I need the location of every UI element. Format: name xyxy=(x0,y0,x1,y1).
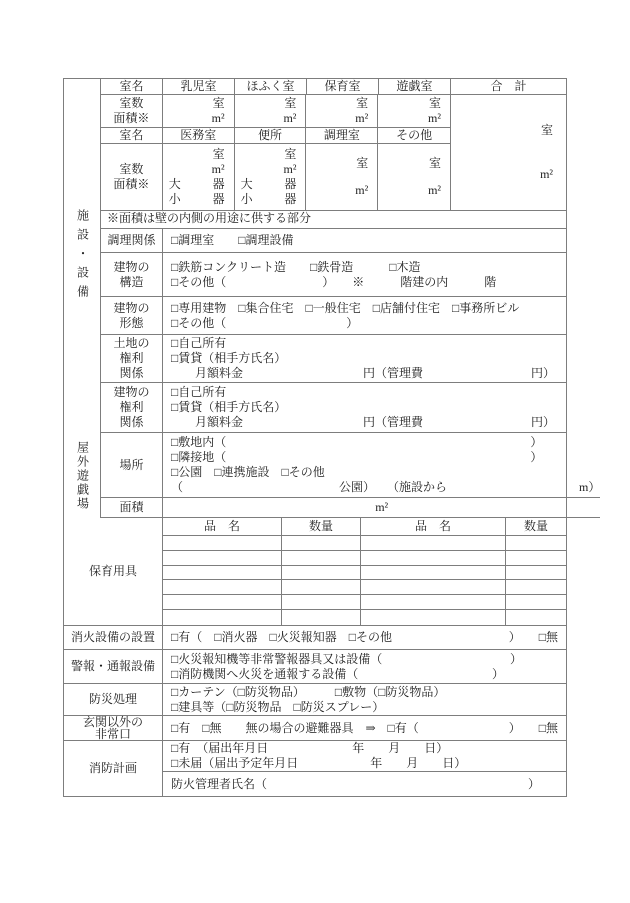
building-rent-checkbox: □賃貸（相手方氏名） xyxy=(171,400,287,414)
room-count-row-1 xyxy=(101,95,450,128)
playground-section xyxy=(64,433,601,518)
count-cell-crawling: 室 m² xyxy=(235,95,307,127)
cooking-row xyxy=(101,229,566,253)
playground-section-label: 屋外遊戯場 xyxy=(64,433,101,518)
fire-manager-line: 防火管理者氏名（ ） xyxy=(171,776,540,791)
land-fee-line: 月額料金 円（管理費 円） xyxy=(171,366,556,380)
room-header-childcare: 保育室 xyxy=(307,79,379,94)
fireproof-row xyxy=(64,684,566,716)
land-rights-row xyxy=(101,335,566,383)
alarm-row xyxy=(64,650,566,684)
count-cell-childcare: 室 m² xyxy=(306,95,378,127)
quantity-header-1: 数量 xyxy=(282,518,361,535)
structure-checkboxes-1: □鉄筋コンクリート造 □鉄骨造 □木造 xyxy=(171,259,421,274)
building-rights-label: 建物の 権利 関係 xyxy=(101,383,163,432)
area-note: ※面積は壁の内側の用途に供する部分 xyxy=(107,211,312,225)
equipment-blank-row xyxy=(163,536,566,551)
playground-area-unit: m² xyxy=(375,500,389,514)
room-detail-block xyxy=(101,95,566,211)
structure-checkboxes-2: □その他（ ） ※ 階建の内 階 xyxy=(171,274,497,289)
count-cell-kitchen: 室 m² xyxy=(306,144,378,210)
total-cell: 室 m² xyxy=(540,123,553,181)
facility-section xyxy=(64,79,566,433)
playground-location-row xyxy=(101,433,600,498)
quantity-header-2: 数量 xyxy=(523,518,548,533)
location-site-checkbox: □敷地内（ ） xyxy=(171,435,543,449)
location-adjacent-checkbox: □隣接地（ ） xyxy=(171,450,543,464)
shape-row xyxy=(101,297,566,335)
structure-label: 建物の 構造 xyxy=(101,253,163,296)
room-header-play: 遊戯室 xyxy=(379,79,451,94)
equipment-blank-row xyxy=(163,566,566,581)
room-header-row-1 xyxy=(101,79,566,95)
alarm-label: 警報・通報設備 xyxy=(64,650,163,683)
count-cell-toilet: 室 m² 大 器 小 器 xyxy=(235,144,307,210)
room-name-label: 室名 xyxy=(101,79,163,94)
room-header-crawling: ほふく室 xyxy=(235,79,307,94)
cooking-checkboxes: □調理室 □調理設備 xyxy=(171,233,294,247)
location-distance-line: （ 公園） （施設から m） xyxy=(171,480,601,494)
room-header-kitchen: 調理室 xyxy=(306,128,378,143)
count-cell-medical: 室 m² 大 器 小 器 xyxy=(163,144,235,210)
item-name-header-1: 品 名 xyxy=(163,518,282,535)
equipment-label: 保育用具 xyxy=(64,518,163,625)
fireproof-checkboxes-1: □カーテン（□防災物品） □敷物（□防災物品） xyxy=(171,684,446,699)
equipment-blank-row xyxy=(163,610,566,625)
shape-label: 建物の 形態 xyxy=(101,297,163,334)
shape-checkboxes-1: □専用建物 □集合住宅 □一般住宅 □店舗付住宅 □事務所ビル xyxy=(171,300,520,315)
count-cell-other: 室 m² xyxy=(428,155,441,197)
fire-plan-unfiled-checkbox: □未届（届出予定年月日 年 月 日） xyxy=(171,756,467,770)
equipment-blank-row xyxy=(163,551,566,566)
building-own-checkbox: □自己所有 xyxy=(171,385,227,399)
location-park-checkboxes: □公園 □連携施設 □その他 xyxy=(171,465,325,479)
extinguisher-label: 消火設備の設置 xyxy=(64,626,163,649)
playground-area-row xyxy=(101,498,600,518)
equipment-row xyxy=(64,518,566,626)
count-area-label-2: 室数 面積※ xyxy=(101,144,163,210)
fire-plan-label: 消防計画 xyxy=(64,741,163,796)
location-label: 場所 xyxy=(101,433,163,497)
total-header: 合 計 xyxy=(490,79,527,93)
playground-area-label: 面積 xyxy=(101,498,163,517)
equipment-header-row xyxy=(163,518,566,536)
fire-plan-row xyxy=(64,741,566,796)
room-count-row-2 xyxy=(101,144,450,210)
room-header-medical: 医務室 xyxy=(163,128,235,143)
building-fee-line: 月額料金 円（管理費 円） xyxy=(171,415,556,429)
count-cell-nursery: 室 m² xyxy=(163,95,235,127)
equipment-blank-row xyxy=(163,595,566,610)
room-name-label-2: 室名 xyxy=(101,128,163,143)
structure-row xyxy=(101,253,566,297)
fireproof-checkboxes-2: □建具等（□防災物品 □防災スプレー） xyxy=(171,699,385,714)
fire-plan-filed-checkbox: □有 （届出年月日 年 月 日） xyxy=(171,741,449,755)
land-own-checkbox: □自己所有 xyxy=(171,336,227,350)
facility-form-table xyxy=(63,78,601,797)
exit-label: 玄関以外の 非常口 xyxy=(64,716,163,740)
alarm-report-checkbox: □消防機関へ火災を通報する設備（ ） xyxy=(171,666,504,681)
room-header-toilet: 便所 xyxy=(235,128,307,143)
fireproof-label: 防災処理 xyxy=(64,684,163,715)
equipment-blank-row xyxy=(163,580,566,595)
land-rent-checkbox: □賃貸（相手方氏名） xyxy=(171,351,287,365)
alarm-device-checkbox: □火災報知機等非常警報器具又は設備（ ） xyxy=(171,651,522,666)
room-header-other: その他 xyxy=(396,127,433,142)
exit-row xyxy=(64,716,566,741)
extinguisher-row xyxy=(64,626,566,650)
shape-checkboxes-2: □その他（ ） xyxy=(171,315,359,330)
area-note-row xyxy=(101,211,566,229)
exit-checkboxes: □有 □無 無の場合の避難器具 ⇒ □有（ ） □無 xyxy=(171,720,558,735)
cooking-label: 調理関係 xyxy=(101,229,163,252)
item-name-header-2: 品 名 xyxy=(361,518,506,535)
building-rights-row xyxy=(101,383,566,433)
count-cell-play: 室 m² xyxy=(428,95,441,125)
extinguisher-checkboxes: □有（ □消火器 □火災報知器 □その他 ） □無 xyxy=(171,630,558,644)
room-header-row-2 xyxy=(101,128,450,144)
land-rights-label: 土地の 権利 関係 xyxy=(101,335,163,382)
facility-section-label: 施設・設備 xyxy=(64,79,101,433)
room-header-nursery: 乳児室 xyxy=(163,79,235,94)
count-area-label: 室数 面積※ xyxy=(101,95,163,127)
